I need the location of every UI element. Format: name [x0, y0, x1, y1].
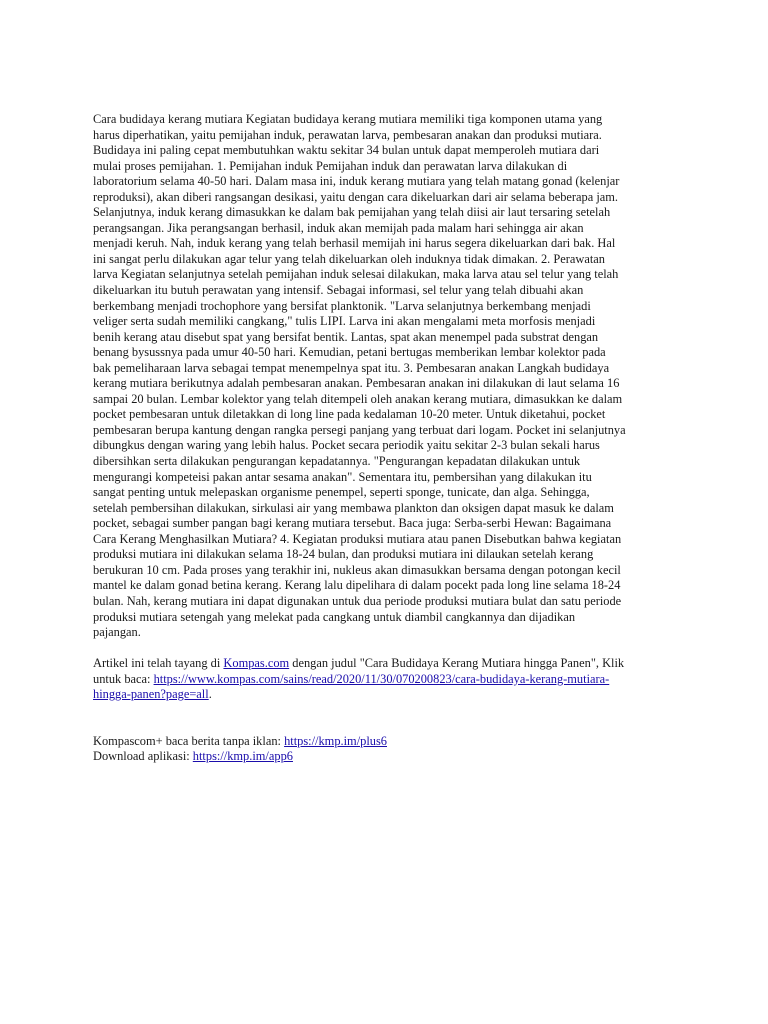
article-text-line: reproduksi), akan diberi rangsangan desikasi, yaitu dengan cara dikeluarkan dari air selama beberapa jam.: [93, 189, 619, 204]
attribution-prefix: Artikel ini telah tayang di: [93, 656, 224, 671]
attribution-period: .: [208, 687, 212, 702]
article-text-line: laboratorium selama 40-50 hari. Dalam masa ini, induk kerang mutiara yang telah matang gonad (kelenjar: [93, 174, 620, 189]
article-text-line: pembesaran berupa kantung dengan rangka persegi panjang yang terbuat dari logam. Pocket ini selanjutnya: [93, 422, 626, 437]
article-text-line: mengurangi kompeteisi pakan antar sesama anakan". Sementara itu, pembersihan yang dilakukan itu: [93, 469, 592, 484]
article-body: [93, 112, 677, 641]
document-content: [93, 112, 677, 765]
article-text-line: Cara budidaya kerang mutiara Kegiatan budidaya kerang mutiara memiliki tiga komponen utama yang: [93, 112, 603, 126]
attribution-paragraph: [93, 656, 677, 703]
attribution-read-label: untuk baca:: [93, 671, 154, 686]
article-text-line: harus diperhatikan, yaitu pemijahan induk, perawatan larva, pembesaran anakan dan produksi mutiara.: [93, 127, 602, 142]
article-text-line: mantel ke dalam gonad betina kerang. Kerang lalu dipelihara di dalam pocekt pada long line selama 18-24: [93, 578, 621, 593]
article-text-line: kerang mutiara berikutnya adalah pembesaran anakan. Pembesaran anakan ini dilakukan di laut selama 16: [93, 376, 620, 391]
paragraph-spacer: [93, 641, 677, 657]
article-text-line: benang bysussnya pada umur 40-50 hari. Kemudian, petani bertugas memberikan lembar kolektor pada: [93, 345, 606, 360]
attribution-line-3: [93, 687, 677, 703]
promo-plus-label: Kompascom+ baca berita tanpa iklan:: [93, 733, 285, 748]
article-text-line: ini sangat perlu dilakukan agar telur yang telah dikeluarkan oleh induknya tidak dimakan. 2. Perawatan: [93, 251, 605, 266]
article-url-link-part-2[interactable]: hingga-panen?page=all: [93, 687, 209, 702]
article-text-line: menjadi keruh. Nah, induk kerang yang telah berhasil memijah ini harus segera dikeluarkan dari bak. Hal: [93, 236, 616, 251]
download-app-link[interactable]: https://kmp.im/app6: [192, 749, 293, 764]
article-text-line: Budidaya ini paling cepat membutuhkan waktu sekitar 34 bulan untuk dapat memperoleh mutiara dari: [93, 143, 600, 158]
article-text-line: berukuran 10 cm. Pada proses yang terakhir ini, nukleus akan dimasukkan bersama dengan potongan kecil: [93, 562, 621, 577]
kompas-plus-link[interactable]: https://kmp.im/plus6: [284, 733, 387, 748]
article-text-line: pocket, sebagai sumber pangan bagi kerang mutiara tersebut. Baca juga: Serba-serbi Hewan: Bagaimana: [93, 516, 612, 531]
attribution-line-1: [93, 656, 677, 672]
article-text-line: setelah pembersihan dilakukan, sirkulasi air yang membawa plankton dan oksigen dapat masuk ke dalam: [93, 500, 614, 515]
article-text-line: veliger serta sudah memiliki cangkang," tulis LIPI. Larva ini akan mengalami meta morfosis menjadi: [93, 314, 596, 329]
article-url-link-part-1[interactable]: https://www.kompas.com/sains/read/2020/11/30/070200823/cara-budidaya-kerang-mutiara-: [153, 671, 610, 686]
attribution-line-2: [93, 672, 677, 688]
paragraph-spacer: [93, 703, 677, 734]
article-text-line: bak pemeliharaan larva sebagai tempat menempelnya spat itu. 3. Pembesaran anakan Langkah budidaya: [93, 360, 610, 375]
article-text-line: mulai proses pemijahan. 1. Pemijahan induk Pemijahan induk dan perawatan larva dilakukan di: [93, 158, 568, 173]
article-text-line: dibungkus dengan waring yang lebih halus. Pocket secara periodik yaitu sekitar 2-3 bulan sekali harus: [93, 438, 600, 453]
article-text-line: benih kerang atau disebut spat yang bersifat bentik. Lantas, spat akan menempel pada substrat dengan: [93, 329, 599, 344]
article-text-line: dikeluarkan itu butuh perawatan yang intensif. Sebagai informasi, sel telur yang telah dibuahi akan: [93, 283, 584, 298]
kompas-site-link[interactable]: Kompas.com: [223, 656, 290, 671]
promo-app-line: [93, 749, 677, 765]
article-text-line: pocket pembesaran untuk diletakkan di long line pada kedalaman 10-20 meter. Untuk diketahui, pocket: [93, 407, 606, 422]
article-text-line: Selanjutnya, induk kerang dimasukkan ke dalam bak pemijahan yang telah diisi air laut tersaring setelah: [93, 205, 611, 220]
article-text-line: sangat penting untuk melepaskan organisme penempel, seperti sponge, tunicate, dan alga. Sehingga,: [93, 485, 590, 500]
article-text-line: bulan. Nah, kerang mutiara ini dapat digunakan untuk dua periode produksi mutiara bulat dan satu periode: [93, 593, 622, 608]
article-text-line: berkembang menjadi trochophore yang bersifat planktonik. "Larva selanjutnya berkembang menjadi: [93, 298, 591, 313]
promo-plus-line: [93, 734, 677, 750]
article-text-line: dibersihkan serta dilakukan pengurangan kepadatannya. "Pengurangan kepadatan dilakukan untuk: [93, 454, 581, 469]
article-text-line: larva Kegiatan selanjutnya setelah pemijahan induk selesai dilakukan, maka larva atau sel telur yang telah: [93, 267, 619, 282]
article-text-line: Cara Kerang Menghasilkan Mutiara? 4. Kegiatan produksi mutiara atau panen Disebutkan bahwa kegiatan: [93, 531, 622, 546]
promo-app-label: Download aplikasi:: [93, 749, 193, 764]
article-text-line: produksi mutiara ini dilakukan selama 18-24 bulan, dan produksi mutiara ini dilaukan setelah kerang: [93, 547, 594, 562]
article-text-line: produksi mutiara setengah yang melekat pada cangkang untuk diambil cangkannya dan dijadikan: [93, 609, 576, 624]
article-text-line: pajangan.: [93, 625, 141, 640]
article-text-line: perangsangan. Jika perangsangan berhasil, induk akan memijah pada malam hari sehingga air akan: [93, 220, 584, 235]
article-text-line: sampai 20 bulan. Lembar kolektor yang telah ditempeli oleh anakan kerang mutiara, dimasukkan ke dalam: [93, 391, 623, 406]
promo-block: [93, 734, 677, 765]
attribution-title-text: dengan judul "Cara Budidaya Kerang Mutiara hingga Panen", Klik: [289, 656, 625, 671]
